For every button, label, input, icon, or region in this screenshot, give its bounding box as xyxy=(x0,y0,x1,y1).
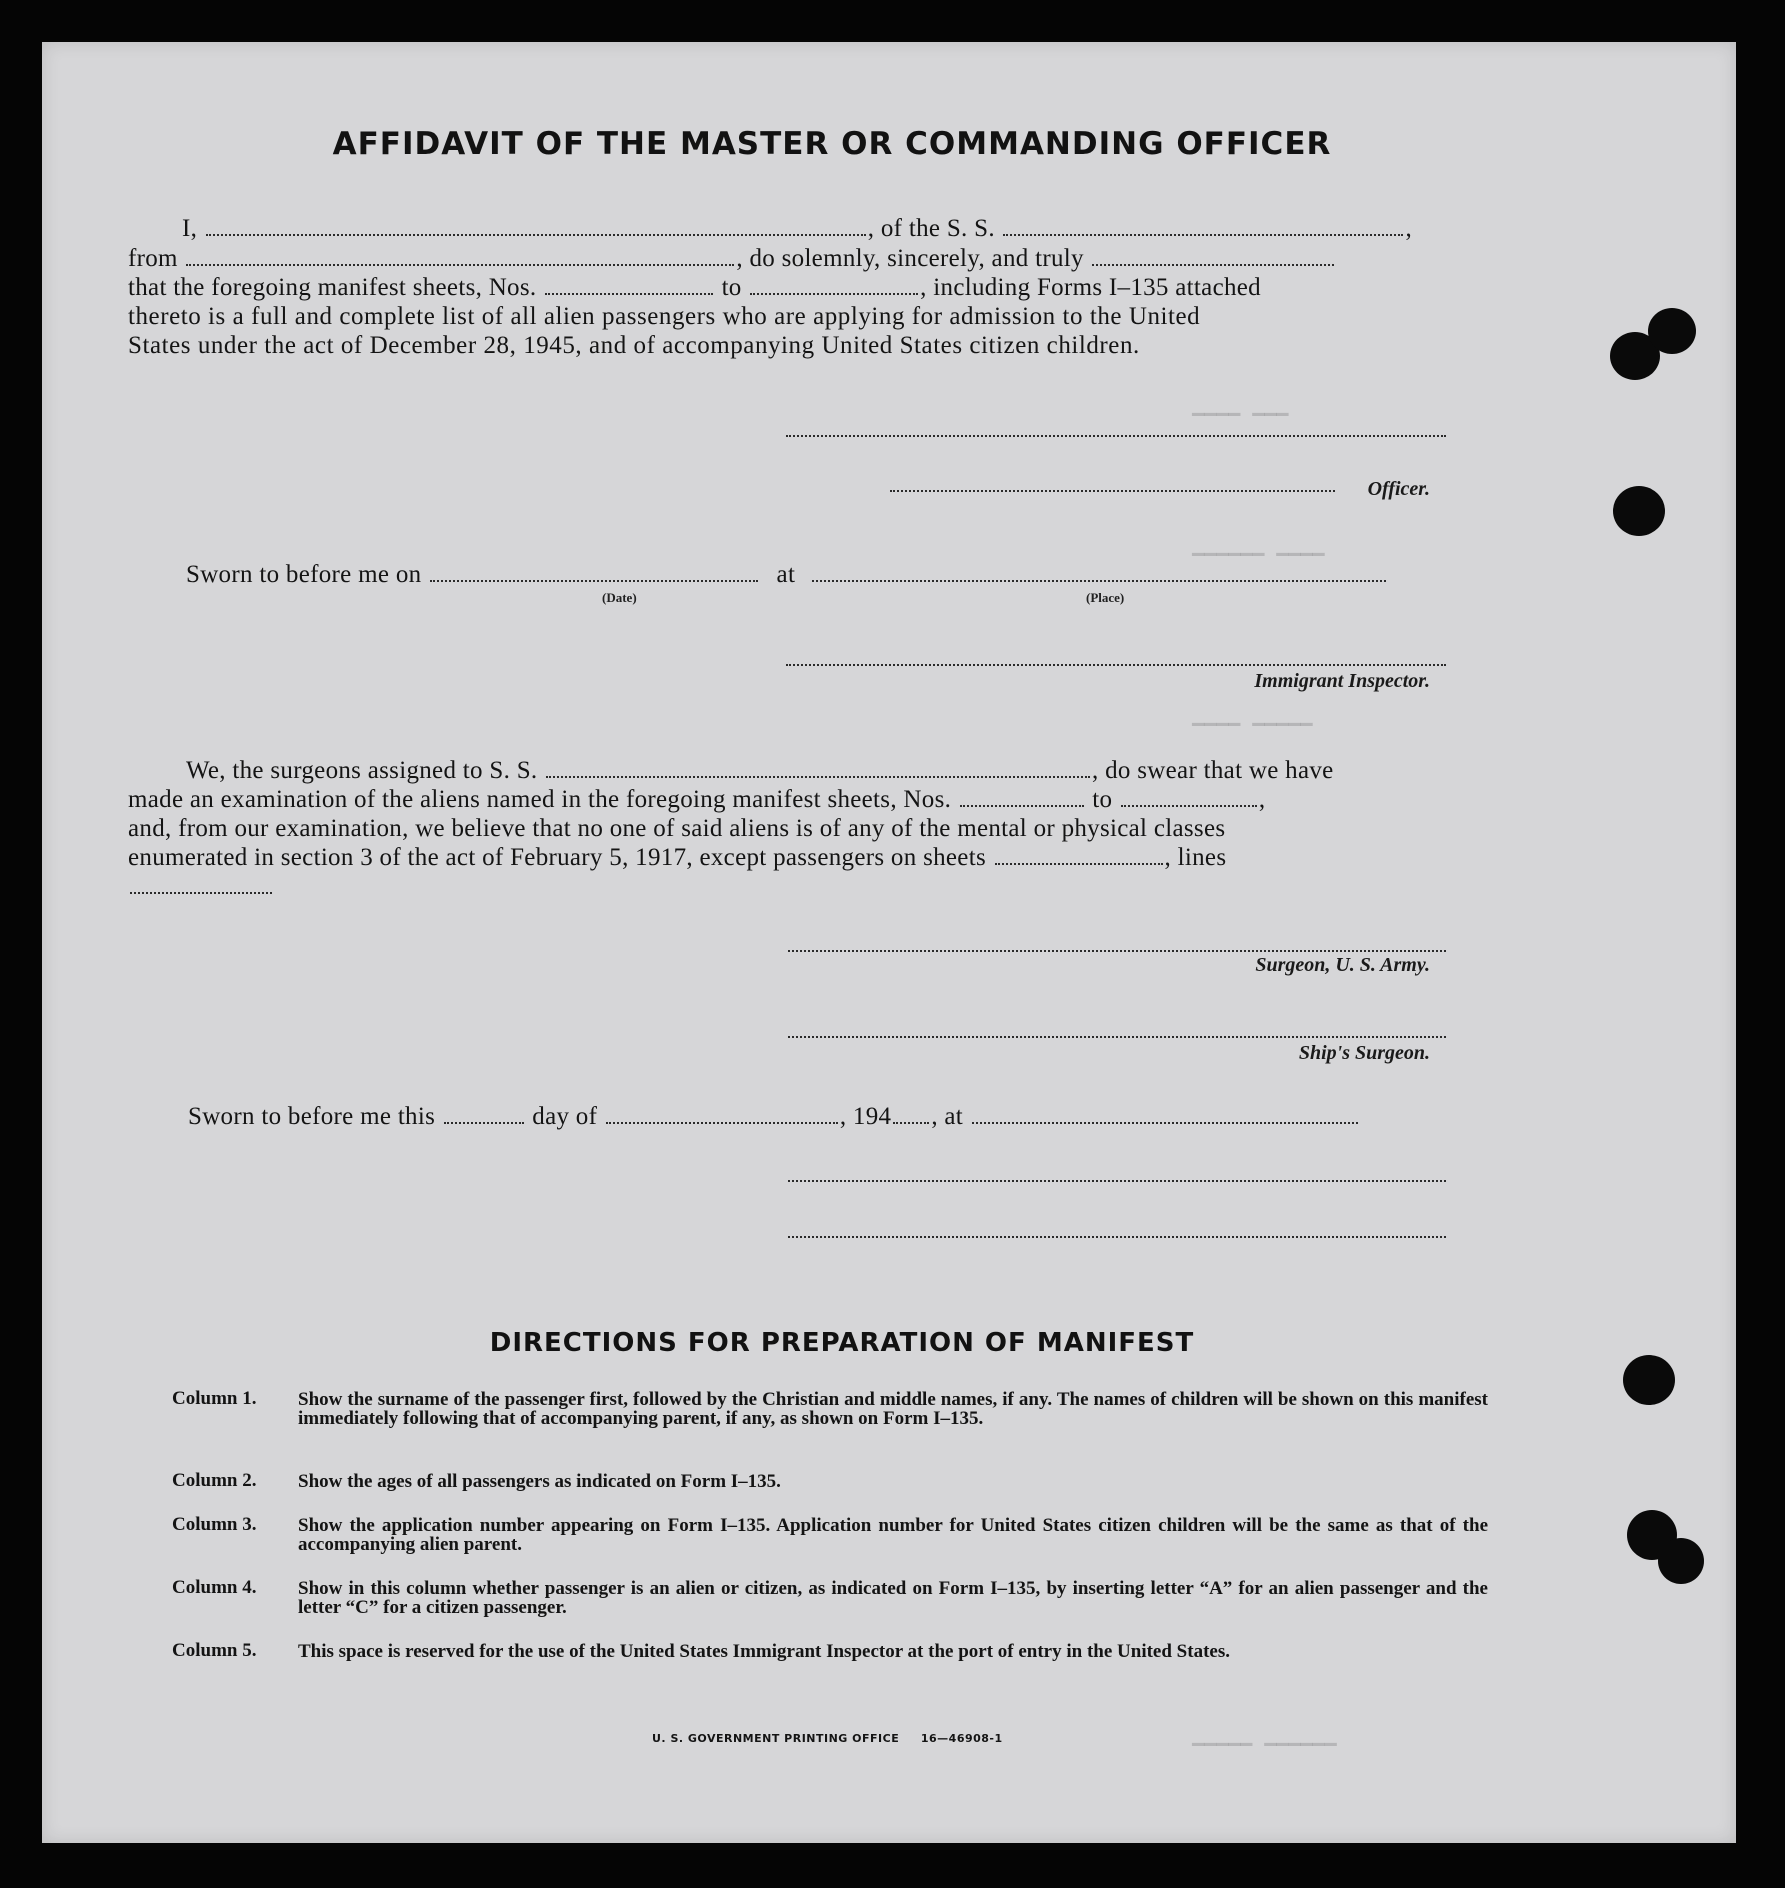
text: Sworn to before me this xyxy=(188,1103,436,1130)
punch-hole xyxy=(1658,1538,1704,1584)
column-2-text: Show the ages of all passengers as indicated on Form I–135. xyxy=(298,1471,781,1492)
text: , do swear that we have xyxy=(1092,757,1334,784)
text: I, xyxy=(182,215,198,242)
affidavit-line-1 xyxy=(182,214,1482,243)
column-3-text: Show the application number appearing on Form I–135. Application number for United States citizen children will be the same as that of the accompanying alien parent. xyxy=(298,1515,1488,1555)
column-5-text: This space is reserved for the use of the United States Immigrant Inspector at the port of entry in the United States. xyxy=(298,1641,1230,1662)
text: , 194 xyxy=(839,1103,892,1130)
inspector-signature-line[interactable] xyxy=(786,662,1446,666)
text: We, the surgeons assigned to S. S. xyxy=(186,757,538,784)
text: made an examination of the aliens named in the foregoing manifest sheets, Nos. xyxy=(128,786,952,813)
surgeon-sheet-from-field[interactable] xyxy=(960,785,1084,807)
officer-signature-line[interactable] xyxy=(786,433,1446,437)
official-signature-line-1[interactable] xyxy=(788,1178,1446,1182)
surgeon-sheet-to-field[interactable] xyxy=(1121,785,1257,807)
text: Sworn to before me on xyxy=(186,561,422,588)
column-1-label: Column 1. xyxy=(172,1388,257,1409)
sworn-this-line xyxy=(188,1102,1488,1131)
surgeons-line-3: and, from our examination, we believe that no one of said aliens is of any of the mental or physical classes xyxy=(128,815,1226,842)
directions-title: DIRECTIONS FOR PREPARATION OF MANIFEST xyxy=(489,1328,1195,1358)
ship-name-field[interactable] xyxy=(1003,214,1403,236)
column-4-text: Show in this column whether passenger is an alien or citizen, as indicated on Form I–135, by inserting letter “A” for an alien passenger and the letter “C” for a citizen passenger. xyxy=(298,1578,1488,1618)
text: enumerated in section 3 of the act of February 5, 1917, except passengers on sheets xyxy=(128,844,986,871)
text: , xyxy=(1258,786,1266,813)
text: , of the S. S. xyxy=(867,215,995,242)
army-surgeon-signature-line[interactable] xyxy=(788,948,1446,952)
except-sheets-field[interactable] xyxy=(995,843,1163,865)
column-3-label: Column 3. xyxy=(172,1514,257,1535)
text: that the foregoing manifest sheets, Nos. xyxy=(128,274,537,301)
affidavit-title: AFFIDAVIT OF THE MASTER OR COMMANDING OFFICER xyxy=(332,126,1332,162)
text: day of xyxy=(532,1103,598,1130)
column-5-label: Column 5. xyxy=(172,1640,257,1661)
column-2-label: Column 2. xyxy=(172,1470,257,1491)
sworn-on-line xyxy=(186,560,1486,589)
affidavit-line-5: States under the act of December 28, 1945, and of accompanying United States citizen children. xyxy=(128,332,1140,359)
surgeons-line-2 xyxy=(128,785,1488,814)
ship-surgeon-signature-line[interactable] xyxy=(788,1034,1446,1038)
punch-hole xyxy=(1613,486,1665,536)
text: at xyxy=(776,561,796,588)
officer-caption: Officer. xyxy=(1367,478,1430,500)
bleed-through-mark: ▁▁▁▁ ▁▁▁ xyxy=(1192,392,1289,416)
date-caption: (Date) xyxy=(602,590,637,605)
bleed-through-mark: ▁▁▁▁ ▁▁▁▁▁ xyxy=(1192,702,1313,726)
text: , lines xyxy=(1164,844,1227,871)
year-field[interactable] xyxy=(893,1102,929,1124)
text: from xyxy=(128,245,178,272)
place-caption: (Place) xyxy=(1086,590,1125,605)
surgeons-line-4 xyxy=(128,843,1488,872)
text: , at xyxy=(931,1103,964,1130)
text: to xyxy=(1092,786,1113,813)
day-field[interactable] xyxy=(444,1102,524,1124)
place-field[interactable] xyxy=(812,560,1386,582)
month-field[interactable] xyxy=(606,1102,838,1124)
text: to xyxy=(721,274,742,301)
ship-surgeon-caption: Ship's Surgeon. xyxy=(1298,1042,1430,1064)
sheet-from-field[interactable] xyxy=(545,273,713,295)
officer-signature-line-2[interactable] xyxy=(890,488,1335,492)
bleed-through-mark: ▁▁▁▁▁▁ ▁▁▁▁ xyxy=(1192,532,1325,556)
punch-hole xyxy=(1648,308,1696,354)
sworn-place-field[interactable] xyxy=(972,1102,1358,1124)
printing-office-footer: U. S. GOVERNMENT PRINTING OFFICE 16—46908-1 xyxy=(652,1732,1003,1745)
affidavit-line-3 xyxy=(128,273,1488,302)
truly-field[interactable] xyxy=(1092,244,1334,266)
from-field[interactable] xyxy=(186,244,734,266)
column-4-label: Column 4. xyxy=(172,1577,257,1598)
form-page xyxy=(42,42,1736,1843)
surgeons-line-1 xyxy=(186,756,1486,785)
surgeon-ship-field[interactable] xyxy=(546,756,1090,778)
affidavit-line-4: thereto is a full and complete list of all alien passengers who are applying for admission to the United xyxy=(128,303,1201,330)
text: , do solemnly, sincerely, and truly xyxy=(736,245,1084,272)
name-field[interactable] xyxy=(206,214,866,236)
lines-field[interactable] xyxy=(130,890,272,894)
bleed-through-mark: ▁▁▁▁▁ ▁▁▁▁▁▁ xyxy=(1192,1722,1337,1746)
column-1-text: Show the surname of the passenger first, followed by the Christian and middle names, if any. The names of children will be shown on this manifest immediately following that of accompanying parent, if any, as shown on Form I–135. xyxy=(298,1389,1488,1429)
official-signature-line-2[interactable] xyxy=(788,1234,1446,1238)
inspector-caption: Immigrant Inspector. xyxy=(1254,670,1430,692)
date-field[interactable] xyxy=(430,560,758,582)
army-surgeon-caption: Surgeon, U. S. Army. xyxy=(1255,954,1430,976)
punch-hole xyxy=(1623,1355,1675,1405)
text: , xyxy=(1405,215,1412,242)
text: , including Forms I–135 attached xyxy=(920,274,1261,301)
sheet-to-field[interactable] xyxy=(750,273,918,295)
affidavit-line-2 xyxy=(128,244,1488,273)
